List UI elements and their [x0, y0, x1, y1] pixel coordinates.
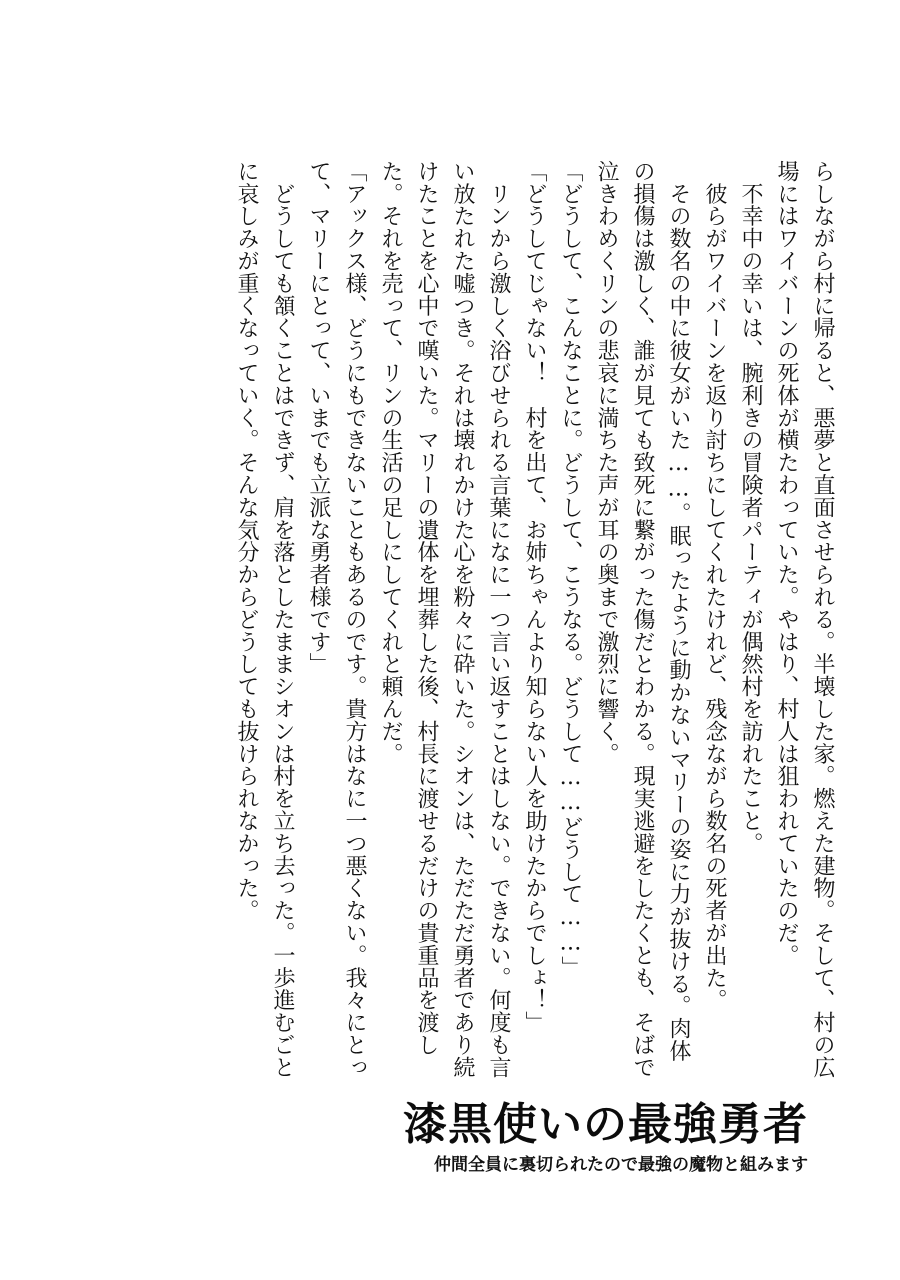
- paragraph-9: どうしても頷くことはできず、肩を落としたままシオンは村を立ち去った。一歩進むごとに哀しみが重くなっていく。そんな気分からどうしても抜けられなかった。: [234, 160, 295, 1079]
- vertical-body-text: [60, 160, 840, 1080]
- paragraph-3: 彼らがワイバーンを返り討ちにしてくれたけれど、残念ながら数名の死者が出た。: [702, 160, 727, 1012]
- paragraph-1: らしながら村に帰ると、悪夢と直面させられる。半壊した家。燃えた建物。そして、村の広場にはワイバーンの死体が横たわっていた。やはり、村人は狙われていたのだ。: [774, 160, 835, 1079]
- book-title-block: [348, 1098, 808, 1188]
- book-subtitle: 仲間全員に裏切られたので最強の魔物と組みます: [434, 1155, 808, 1175]
- paragraph-5: 「どうして、こんなことに。どうして、こうなる。どうして……どうして……」: [558, 160, 583, 979]
- book-title: 漆黒使いの最強勇者: [403, 1099, 808, 1150]
- paragraph-8: 「アックス様、どうにもできないこともあるのです。貴方はなに一つ悪くない。我々にとって、マリーにとって、いまでも立派な勇者様です」: [306, 160, 367, 1079]
- paragraph-7: リンから激しく浴びせられる言葉になに一つ言い返すことはしない。できない。何度も言い放たれた嘘つき。それは壊れかけた心を粉々に砕いた。シオンは、ただただ勇者であり続けたことを心中で嘆いた。マリーの遺体を埋葬した後、村長に渡せるだけの貴重品を渡した。それを売って、リンの生活の足しにしてくれと頼んだ。: [378, 160, 511, 1079]
- paragraph-2: 不幸中の幸いは、腕利きの冒険者パーティが偶然村を訪れたこと。: [738, 160, 763, 855]
- paragraph-4: その数名の中に彼女がいた……。眠ったように動かないマリーの姿に力が抜ける。肉体の損傷は激しく、誰が見ても致死に繋がった傷だとわかる。現実逃避をしたくとも、そばで泣きわめくリンの悲哀に満ちた声が耳の奥まで激烈に響く。: [594, 160, 691, 1079]
- paragraph-6: 「どうしてじゃない！ 村を出て、お姉ちゃんより知らない人を助けたからでしょ！」: [522, 160, 547, 1034]
